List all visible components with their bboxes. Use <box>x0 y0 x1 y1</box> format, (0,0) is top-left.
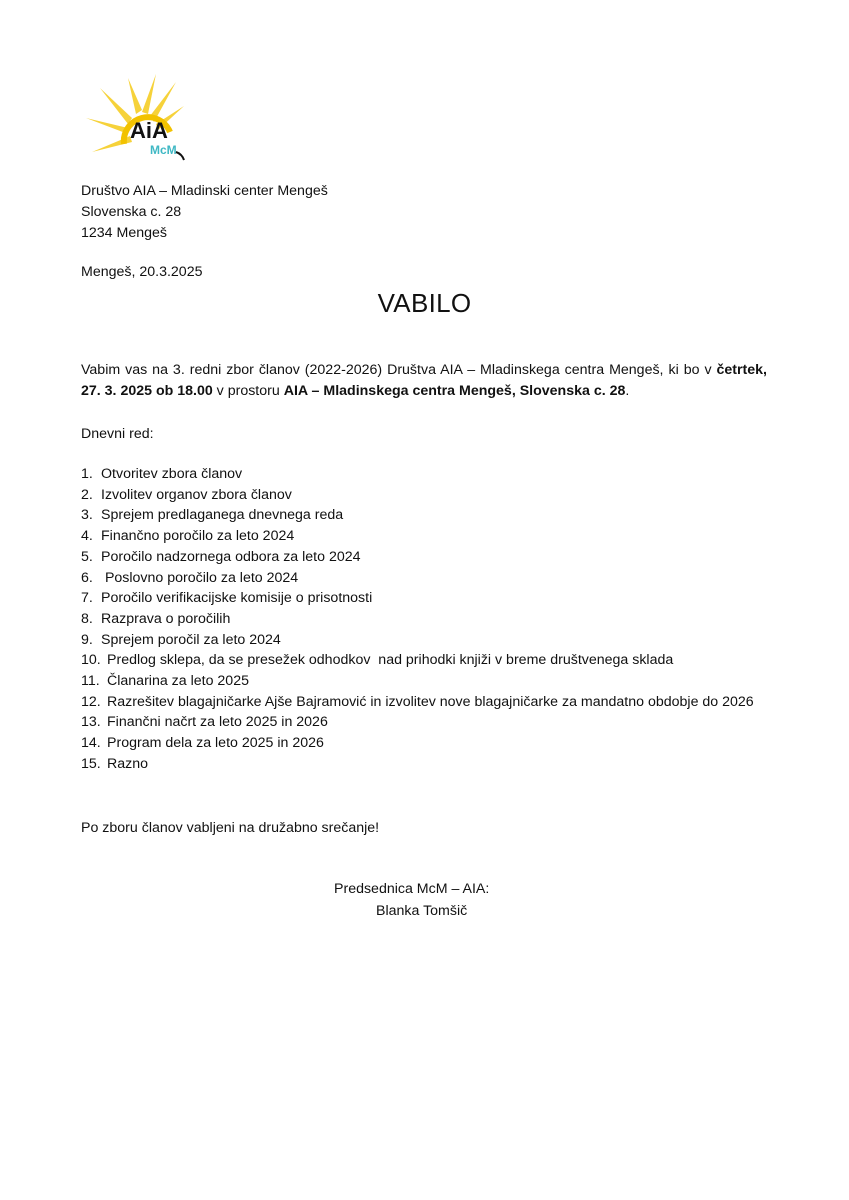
sender-address <box>81 181 328 244</box>
agenda-item <box>81 692 767 713</box>
agenda-item-text: Poročilo nadzornega odbora za leto 2024 <box>101 548 361 565</box>
agenda-item-text: Program dela za leto 2025 in 2026 <box>107 735 324 752</box>
agenda-item <box>81 526 781 547</box>
agenda-item <box>81 568 781 589</box>
document-date: Mengeš, 20.3.2025 <box>81 264 203 280</box>
agenda-item-text: Poročilo verifikacijske komisije o prisotnosti <box>101 590 373 607</box>
agenda-list <box>81 464 781 775</box>
agenda-item-text: Izvolitev organov zbora članov <box>101 486 292 503</box>
agenda-item <box>81 609 781 630</box>
agenda-heading: Dnevni red: <box>81 426 154 442</box>
meeting-datetime: četrtek, 27. 3. 2025 ob 18.00 <box>81 362 767 399</box>
agenda-item <box>81 630 781 651</box>
svg-text:McM: McM <box>150 143 177 157</box>
agenda-item-number: 8. <box>81 610 93 627</box>
intro-text-2: v prostoru <box>212 383 284 399</box>
agenda-item <box>81 754 781 775</box>
agenda-item-text: Članarina za leto 2025 <box>107 673 249 690</box>
agenda-item-number: 13. <box>81 714 101 731</box>
agenda-item <box>81 712 781 733</box>
agenda-item-text: Finančni načrt za leto 2025 in 2026 <box>107 714 328 731</box>
agenda-item-text: Finančno poročilo za leto 2024 <box>101 528 295 545</box>
sender-line-3: 1234 Mengeš <box>81 225 167 241</box>
agenda-item <box>81 671 781 692</box>
agenda-item <box>81 485 781 506</box>
agenda-item <box>81 588 781 609</box>
agenda-item-text: Otvoritev zbora članov <box>101 466 243 482</box>
agenda-item-number: 1. <box>81 466 93 482</box>
agenda-item <box>81 650 781 671</box>
closing-line: Po zboru članov vabljeni na družabno srečanje! <box>81 820 380 836</box>
agenda-item-text: Sprejem predlaganega dnevnega reda <box>101 507 344 524</box>
agenda-item-number: 10. <box>81 652 101 669</box>
agenda-item-text: Sprejem poročil za leto 2024 <box>101 631 281 648</box>
agenda-item-number: 14. <box>81 735 101 752</box>
agenda-item-number: 15. <box>81 755 101 772</box>
agenda-item-number: 3. <box>81 507 93 524</box>
agenda-item-number: 7. <box>81 590 93 607</box>
aia-logo <box>84 72 194 164</box>
intro-text-3: . <box>625 383 630 399</box>
agenda-item-number: 9. <box>81 631 93 648</box>
svg-text:AiA: AiA <box>130 118 168 143</box>
intro-text-1: Vabim vas na 3. redni zbor članov (2022-2026) Društva AIA – Mladinskega centra Mengeš, ki bo v <box>81 362 717 378</box>
agenda-item-number: 6. <box>81 569 93 586</box>
meeting-location: AIA – Mladinskega centra Mengeš, Slovenska c. 28 <box>283 383 626 399</box>
signature-role: Predsednica McM – AIA: <box>334 881 490 897</box>
intro-paragraph <box>81 360 767 402</box>
agenda-item-text: Poslovno poročilo za leto 2024 <box>101 569 299 586</box>
agenda-item-text: Predlog sklepa, da se presežek odhodkov nad prihodki knjiži v breme društvenega sklada <box>107 652 674 669</box>
agenda-item <box>81 464 781 485</box>
agenda-item-number: 11. <box>81 673 100 690</box>
sun-logo-icon <box>84 72 194 164</box>
sender-line-2: Slovenska c. 28 <box>81 204 182 220</box>
sender-line-1: Društvo AIA – Mladinski center Mengeš <box>81 183 328 199</box>
agenda-item-number: 12. <box>81 693 101 710</box>
agenda-item-number: 5. <box>81 548 93 565</box>
agenda-item-number: 2. <box>81 486 93 503</box>
agenda-item <box>81 505 781 526</box>
agenda-item-number: 4. <box>81 528 93 545</box>
agenda-item <box>81 733 781 754</box>
agenda-item-text: Razno <box>107 755 149 772</box>
signature-name: Blanka Tomšič <box>376 903 468 919</box>
agenda-item <box>81 547 781 568</box>
document-title: VABILO <box>377 288 472 318</box>
agenda-item-text: Razrešitev blagajničarke Ajše Bajramović in izvolitev nove blagajničarke za mandatno obdobje do 2026 <box>107 693 754 710</box>
agenda-item-text: Razprava o poročilih <box>101 610 231 627</box>
